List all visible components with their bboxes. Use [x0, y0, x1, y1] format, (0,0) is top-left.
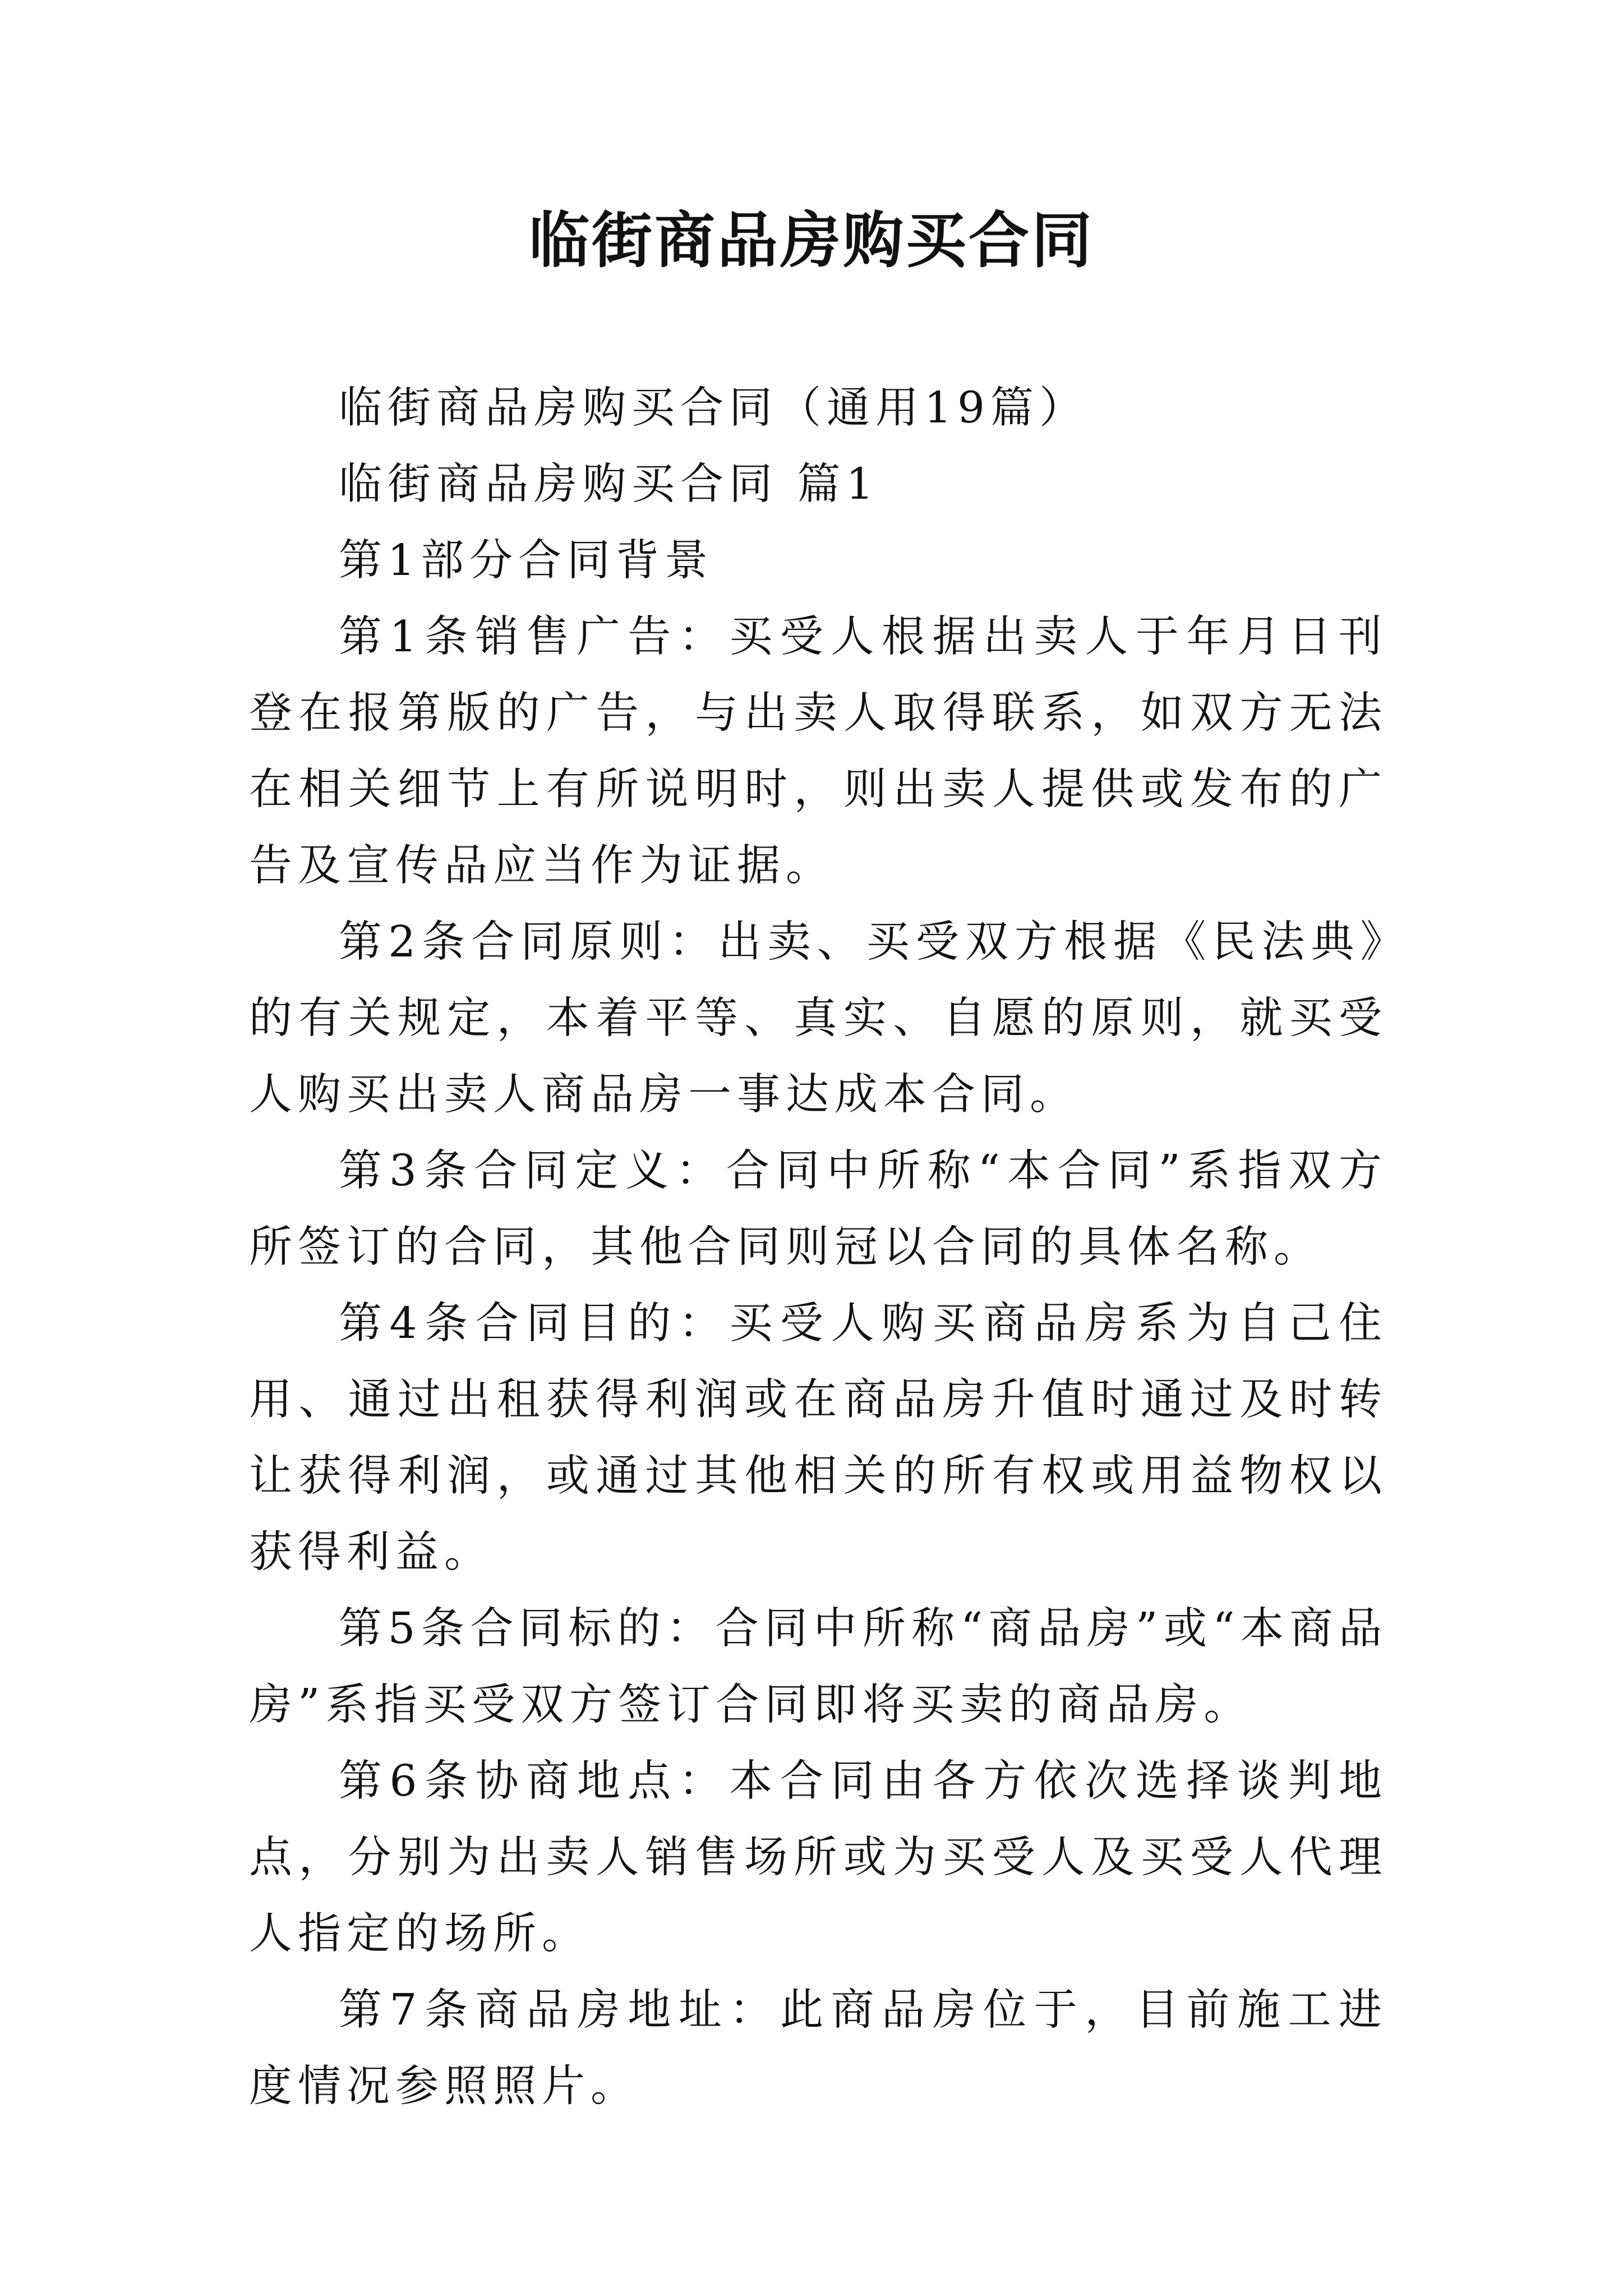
paragraph-article-2: 第2条合同原则：出卖、买受双方根据《民法典》的有关规定，本着平等、真实、自愿的原则，就买受人购买出卖人商品房一事达成本合同。 — [249, 917, 1387, 1120]
paragraph-article-6: 第6条协商地点：本合同由各方依次选择谈判地点，分别为出卖人销售场所或为买受人及买受人代理人指定的场所。 — [249, 1756, 1387, 1959]
paragraph-section-heading: 临街商品房购买合同 篇1 — [339, 459, 879, 509]
document-title: 临街商品房购买合同 — [528, 206, 1094, 276]
paragraph-article-3: 第3条合同定义：合同中所称“本合同”系指双方所签订的合同，其他合同则冠以合同的具体名称。 — [249, 1146, 1387, 1272]
paragraph-subtitle: 临街商品房购买合同（通用19篇） — [339, 383, 1088, 433]
paragraph-article-4: 第4条合同目的：买受人购买商品房系为自己住用、通过出租获得利润或在商品房升值时通过及时转让获得利润，或通过其他相关的所有权或用益物权以获得利益。 — [249, 1299, 1387, 1577]
paragraph-article-7: 第7条商品房地址：此商品房位于，目前施工进度情况参照照片。 — [249, 1985, 1387, 2111]
paragraph-part-heading: 第1部分合同背景 — [339, 536, 713, 586]
paragraph-article-5: 第5条合同标的：合同中所称“商品房”或“本商品房”系指买受双方签订合同即将买卖的商品房。 — [249, 1604, 1387, 1730]
paragraph-article-1: 第1条销售广告：买受人根据出卖人于年月日刊登在报第版的广告，与出卖人取得联系，如双方无法在相关细节上有所说明时，则出卖人提供或发布的广告及宣传品应当作为证据。 — [249, 612, 1387, 891]
document-body — [249, 370, 1387, 2125]
